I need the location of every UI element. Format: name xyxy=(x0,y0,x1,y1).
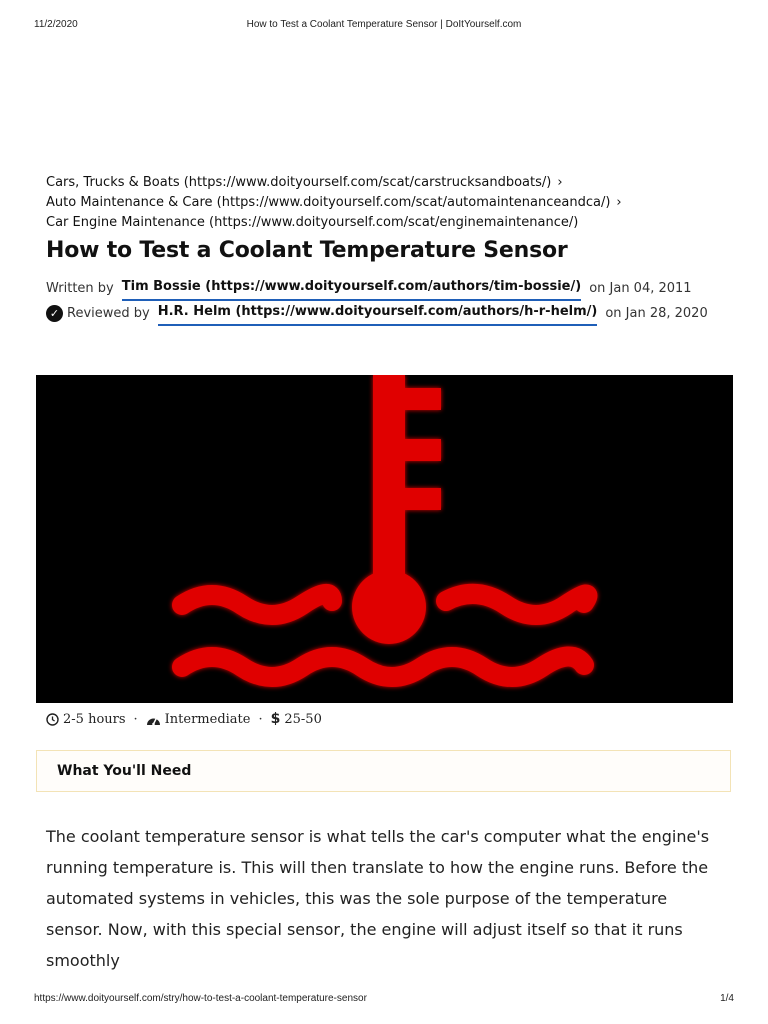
breadcrumb-link-car-engine-maintenance[interactable]: Car Engine Maintenance (https://www.doityourself.com/scat/enginemaintenance/) xyxy=(46,215,579,230)
difficulty-value: Intermediate xyxy=(164,711,251,727)
gauge-icon xyxy=(146,713,161,726)
clock-icon xyxy=(46,713,59,726)
page-title: How to Test a Coolant Temperature Sensor xyxy=(46,238,568,263)
written-by-row xyxy=(46,276,708,301)
breadcrumb-item-cars-trucks-boats xyxy=(46,173,622,193)
reviewed-by-label: Reviewed by xyxy=(67,305,150,321)
reviewer-link[interactable]: H.R. Helm (https://www.doityourself.com/authors/h-r-helm/) xyxy=(158,301,598,326)
written-date: on Jan 04, 2011 xyxy=(589,280,692,296)
intro-paragraph: The coolant temperature sensor is what tells the car's computer what the engine's running temperature is. This will then translate to how the engine runs. Before the automated systems in vehicles, this was the sole purpose of the temperature sensor. Now, with this special sensor, the engine will adjust itself so that it runs smoothly xyxy=(46,827,710,970)
chevron-right-icon: › xyxy=(557,175,563,190)
author-link[interactable]: Tim Bossie (https://www.doityourself.com/authors/tim-bossie/) xyxy=(122,276,581,301)
chevron-right-icon: › xyxy=(616,195,622,210)
breadcrumb-link-auto-maintenance[interactable]: Auto Maintenance & Care (https://www.doityourself.com/scat/automaintenanceandca/) xyxy=(46,195,611,210)
cost-value: 25-50 xyxy=(284,711,322,727)
reviewed-by-row xyxy=(46,301,708,326)
check-circle-icon: ✓ xyxy=(46,305,63,322)
print-page-title: How to Test a Coolant Temperature Sensor | DoItYourself.com xyxy=(246,19,522,30)
breadcrumb-item-car-engine-maintenance xyxy=(46,213,622,233)
written-by-label: Written by xyxy=(46,280,114,296)
breadcrumb xyxy=(46,173,622,233)
meta-cost xyxy=(271,711,322,727)
separator-dot: · xyxy=(133,711,138,727)
page-number: 1/4 xyxy=(720,993,734,1004)
project-meta xyxy=(46,711,322,727)
coolant-temperature-warning-icon xyxy=(36,375,733,703)
hero-image xyxy=(36,375,733,703)
print-url: https://www.doityourself.com/stry/how-to-test-a-coolant-temperature-sensor xyxy=(34,993,367,1004)
separator-dot: · xyxy=(258,711,263,727)
breadcrumb-item-auto-maintenance xyxy=(46,193,622,213)
meta-difficulty xyxy=(146,712,251,727)
print-date: 11/2/2020 xyxy=(34,19,78,30)
time-value: 2-5 hours xyxy=(63,711,126,727)
what-you-need-panel[interactable] xyxy=(36,750,731,792)
breadcrumb-link-cars-trucks-boats[interactable]: Cars, Trucks & Boats (https://www.doityourself.com/scat/carstrucksandboats/) xyxy=(46,175,552,190)
byline xyxy=(46,276,708,326)
meta-time xyxy=(46,712,126,727)
reviewed-date: on Jan 28, 2020 xyxy=(605,305,708,321)
what-you-need-label: What You'll Need xyxy=(57,763,192,779)
dollar-icon: $ xyxy=(270,711,281,727)
